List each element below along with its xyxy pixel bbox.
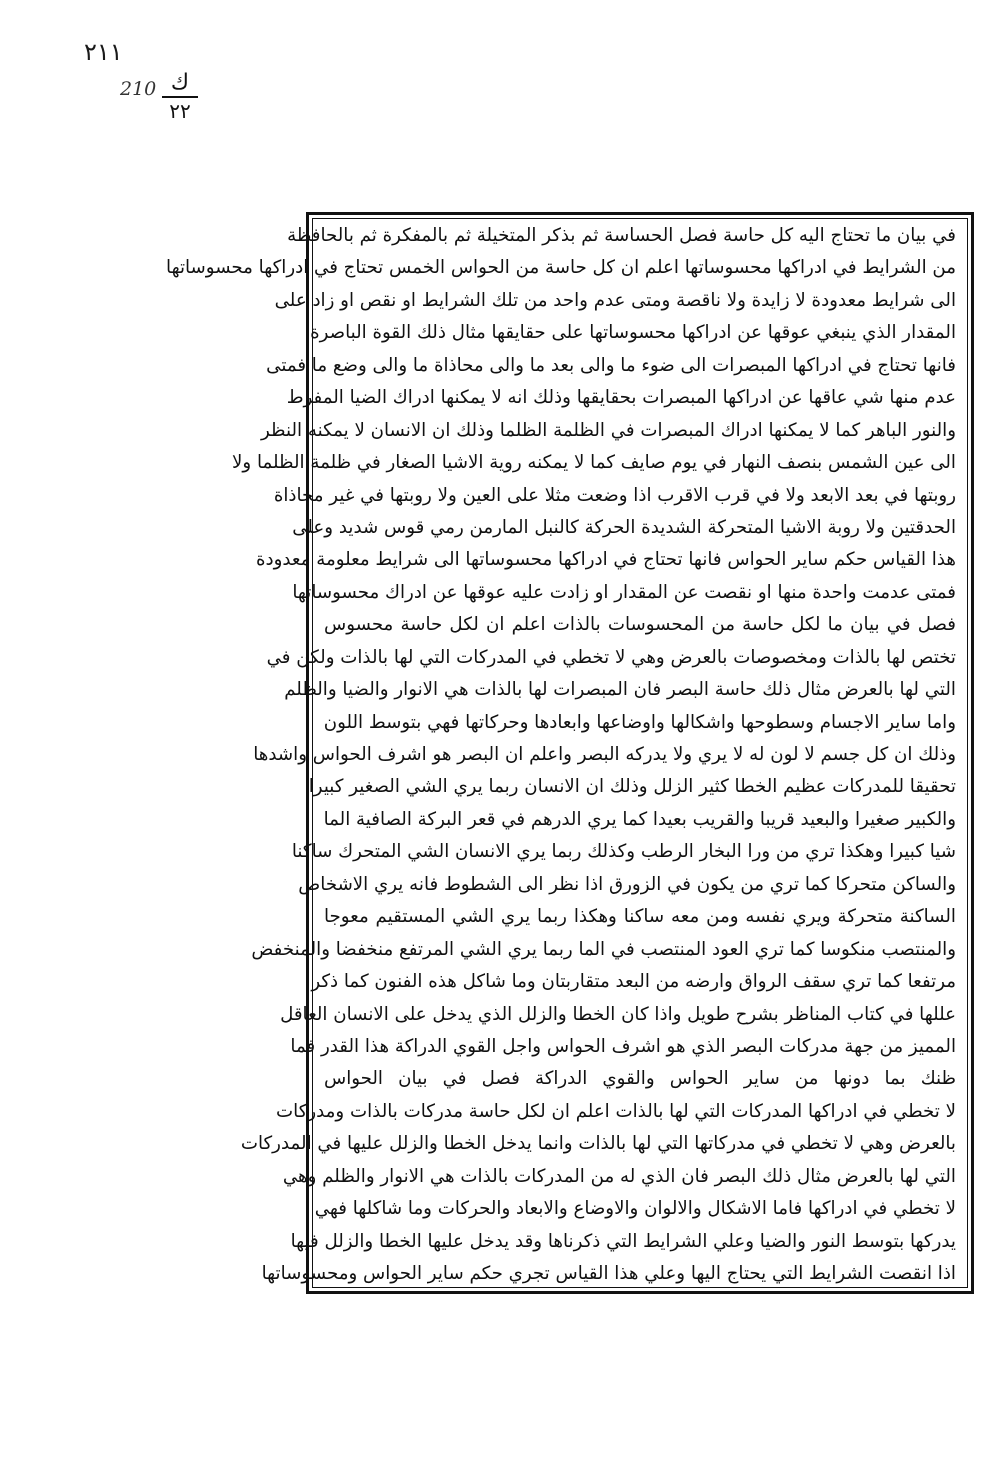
- text-line: التي لها بالعرض مثال ذلك حاسة البصر فان المبصرات لها بالذات هي الانوار والضيا والظلم: [284, 679, 956, 701]
- text-line: الساكنة متحركة ويري نفسه ومن معه ساكنا وهكذا ربما يري الشي المستقيم معوجا: [324, 906, 956, 928]
- quire-number: ٢٢: [169, 99, 191, 123]
- text-line: المقدار الذي ينبغي عوقها عن ادراكها محسوساتها على حقايقها مثال ذلك القوة الباصرة: [310, 322, 956, 344]
- text-line: والنور الباهر كما لا يمكنها ادراك المبصرات في الظلمة الظلما وذلك ان الانسان لا يمكنه النظر: [261, 419, 956, 441]
- text-line: اذا انقصت الشرايط التي يحتاج اليها وعلي هذا القياس تجري حكم ساير الحواس ومحسوساتها: [261, 1263, 956, 1284]
- text-line: والكبير صغيرا والبعيد قريبا والقريب بعيدا كما يري الدرهم في قعر البركة الصافية الما: [323, 808, 956, 830]
- quire-letter: ك: [170, 70, 190, 95]
- text-line: فصل في بيان ما لكل حاسة من المحسوسات بالذات اعلم ان لكل حاسة محسوس: [324, 614, 956, 636]
- text-line: والمنتصب منكوسا كما تري العود المنتصب في الما ربما يري الشي المرتفع منخفضا والمنخفض: [251, 938, 956, 960]
- text-line: التي لها بالعرض مثال ذلك البصر فان الذي له من المدركات بالذات هي الانوار والظلم وهي: [282, 1165, 956, 1187]
- text-line: لا تخطي في ادراكها فاما الاشكال والالوان والاوضاع والابعاد والحركات وما شاكلها فهي: [314, 1198, 956, 1220]
- text-line: شيا كبيرا وهكذا تري من ورا البخار الرطب وكذلك ربما يري الانسان الشي المتحرك ساكنا: [291, 841, 956, 863]
- text-line: هذا القياس حكم ساير الحواس فانها تحتاج في ادراكها محسوساتها الى شرايط معلومة معدودة: [255, 549, 956, 571]
- text-line: فمتى عدمت واحدة منها او نقصت عن المقدار او زادت عليه عوقها عن ادراك محسوساتها: [292, 581, 956, 603]
- text-line: الى عين الشمس بنصف النهار في يوم صايف كما لا يمكنه روية الاشيا الصغار في ظلمة الظلما ولا: [232, 452, 956, 474]
- manuscript-text-block: [166, 224, 962, 1286]
- text-line: في بيان ما تحتاج اليه كل حاسة فصل الحساسة ثم بذكر المتخيلة ثم بالمفكرة ثم بالحافظة: [287, 225, 956, 246]
- text-line: تحقيقا للمدركات عظيم الخطا كثير الزلل وذلك ان الانسان ربما يري الشي الصغير كبيرا: [308, 776, 956, 798]
- text-line: وذلك ان كل جسم لا لون له لا يري ولا يدركه البصر واعلم ان البصر هو اشرف الحواس واشدها: [253, 744, 956, 765]
- text-line: عدم منها شي عاقها عن ادراكها المبصرات بحقايقها وذلك انه لا يمكنها ادراك الضيا المفرط: [286, 387, 956, 409]
- text-line: من الشرايط في ادراكها محسوساتها اعلم ان كل حاسة من الحواس الخمس تحتاج في ادراكها محسوساتها: [166, 257, 956, 279]
- quire-rule: [162, 96, 198, 98]
- text-line: الى شرايط معدودة لا زايدة ولا ناقصة ومتى عدم واحد من تلك الشرايط او نقص او زاد على: [274, 289, 956, 311]
- old-folio-number: 210: [120, 78, 157, 100]
- text-line: واما ساير الاجسام وسطوحها واشكالها واوضاعها وابعادها وحركاتها فهي بتوسط اللون: [323, 711, 956, 733]
- text-line: تختص لها بالذات ومخصوصات بالعرض وهي لا تخطي في المدركات التي لها بالذات ولكن في: [266, 646, 956, 668]
- text-line: المميز من جهة مدركات البصر الذي هو اشرف الحواس واجل القوي الدراكة هذا القدر فما: [290, 1035, 956, 1057]
- text-line: عللها في كتاب المناظر بشرح طويل واذا كان الخطا والزلل الذي يدخل على الانسان العاقل: [280, 1003, 956, 1025]
- text-line: روبتها في بعد الابعد ولا في قرب الاقرب اذا وضعت مثلا على العين ولا روبتها في غير محاذاة: [273, 484, 956, 506]
- text-line: فانها تحتاج في ادراكها المبصرات الى ضوء ما والى بعد ما والى محاذاة ما والى وضع ما فمتى: [266, 354, 956, 376]
- text-line: الحدقتين ولا روبة الاشيا المتحركة الشديدة الحركة كالنبل المارمن رمي قوس شديد وعلى: [292, 516, 956, 538]
- quire-mark: [158, 72, 202, 122]
- text-line: لا تخطي في ادراكها المدركات التي لها بالذات اعلم ان لكل حاسة مدركات بالذات ومدركات: [276, 1100, 956, 1122]
- text-line: ظنك بما دونها من ساير الحواس والقوي الدراكة فصل في بيان الحواس: [324, 1068, 956, 1090]
- text-line: بالعرض وهي لا تخطي في مدركاتها التي لها بالذات وانما يدخل الخطا والزلل عليها في المدركات: [240, 1133, 956, 1155]
- text-line: والساكن متحركا كما تري من يكون في الزورق اذا نظر الى الشطوط فانه يري الاشخاص: [298, 873, 956, 895]
- folio-number: ٢١١: [84, 38, 123, 66]
- text-line: يدركها بتوسط النور والضيا وعلي الشرايط التي ذكرناها وقد يدخل عليها الخطا والزلل فيها: [290, 1230, 956, 1252]
- text-line: مرتفعا كما تري سقف الرواق وارضه من البعد متقاربتان وما شاكل هذه الفنون كما ذكر: [311, 971, 956, 993]
